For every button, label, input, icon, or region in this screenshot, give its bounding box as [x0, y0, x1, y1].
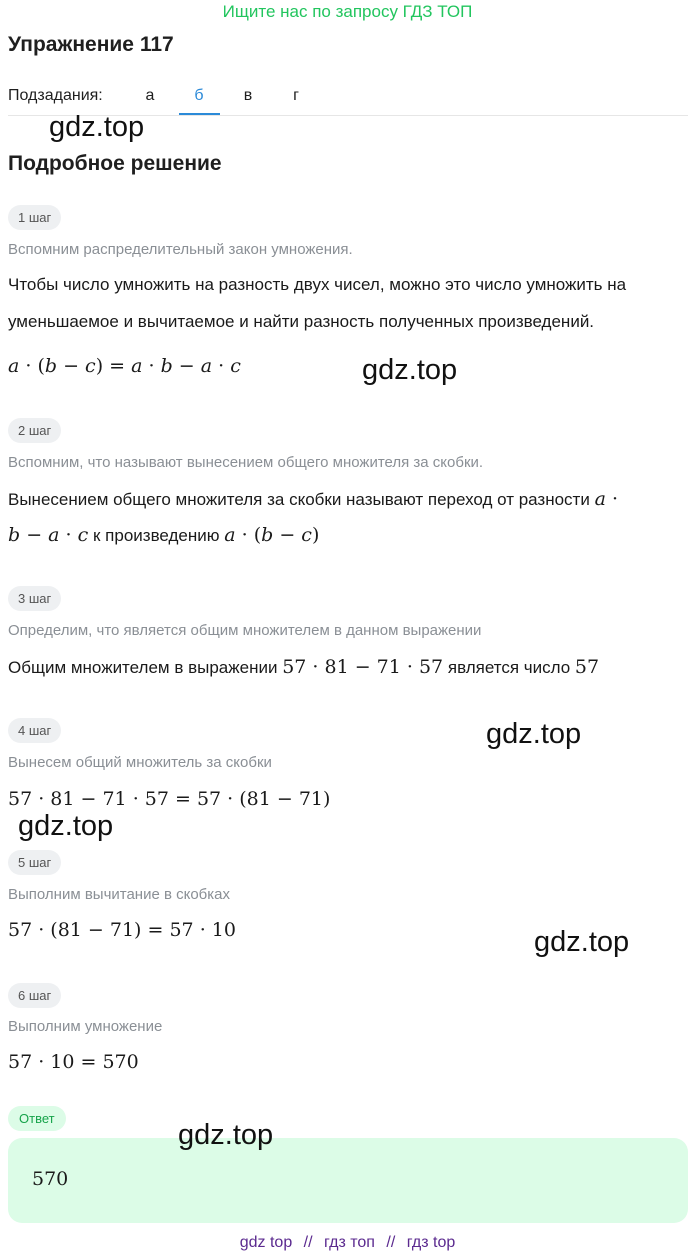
step-1-text-line2: уменьшаемое и вычитаемое и найти разность полученных произведений. — [8, 312, 595, 331]
step-2-badge: 2 шаг — [8, 418, 61, 443]
footer-separator: // — [386, 1234, 396, 1251]
step-2-hint: Вспомним, что называют вынесением общего множителя за скобки. — [8, 454, 484, 471]
watermark: gdz.top — [178, 1119, 274, 1151]
step-4-hint: Вынесем общий множитель за скобки — [8, 754, 272, 771]
step-2-text-part2: к произведению — [93, 526, 220, 545]
step-2-text-part1: Вынесением общего множителя за скобки называют переход от разности — [8, 490, 590, 509]
step-4-badge: 4 шаг — [8, 718, 61, 743]
watermark: gdz.top — [534, 926, 630, 958]
footer-link-gdz-top-mixed[interactable]: гдз top — [406, 1234, 456, 1251]
tab-a[interactable]: а — [145, 87, 155, 104]
footer-link-gdz-top[interactable]: gdz top — [239, 1234, 293, 1251]
tab-g[interactable]: г — [293, 87, 299, 104]
step-6-formula: 57 · 10 = 570 — [8, 1051, 139, 1073]
step-5-hint: Выполним вычитание в скобках — [8, 886, 231, 903]
step-2-text-line1 — [8, 482, 688, 517]
step-3-badge: 3 шаг — [8, 586, 61, 611]
footer-links — [0, 1234, 695, 1252]
tab-v[interactable]: в — [243, 87, 253, 104]
step-1-formula: a · (b − c) = a · b − a · c — [8, 355, 241, 377]
step-6-badge: 6 шаг — [8, 983, 61, 1008]
answer-box — [8, 1138, 688, 1223]
step-4-formula: 57 · 81 − 71 · 57 = 57 · (81 − 71) — [8, 788, 331, 810]
step-2-math-a: a · — [594, 488, 618, 510]
step-2-math-difference: b − a · c — [8, 524, 89, 546]
page-title: Упражнение 117 — [8, 33, 174, 56]
watermark: gdz.top — [486, 718, 582, 750]
step-3-text-part1: Общим множителем в выражении — [8, 658, 278, 677]
step-3-text — [8, 650, 599, 685]
tab-b[interactable]: б — [194, 87, 204, 104]
step-1-hint: Вспомним распределительный закон умножения. — [8, 241, 353, 258]
top-banner: Ищите нас по запросу ГДЗ ТОП — [222, 2, 473, 21]
step-6-hint: Выполним умножение — [8, 1018, 163, 1035]
footer-link-gdz-top-ru[interactable]: гдз топ — [324, 1234, 375, 1251]
step-3-text-part2: является число — [447, 658, 571, 677]
step-5-badge: 5 шаг — [8, 850, 61, 875]
section-title: Подробное решение — [8, 152, 222, 175]
step-2-math-product: a · (b − c) — [224, 524, 320, 546]
step-1-badge: 1 шаг — [8, 205, 61, 230]
step-3-math-expression: 57 · 81 − 71 · 57 — [282, 656, 444, 678]
answer-value: 570 — [32, 1168, 69, 1190]
footer-separator: // — [303, 1234, 313, 1251]
step-2-text-line2 — [8, 518, 319, 553]
step-3-factor: 57 — [574, 656, 600, 678]
subtasks-label: Подзадания: — [8, 87, 103, 104]
watermark: gdz.top — [362, 354, 458, 386]
watermark: gdz.top — [18, 810, 114, 842]
step-3-hint: Определим, что является общим множителем в данном выражении — [8, 622, 482, 639]
answer-badge: Ответ — [8, 1106, 66, 1131]
step-5-formula: 57 · (81 − 71) = 57 · 10 — [8, 919, 236, 941]
watermark: gdz.top — [49, 111, 145, 143]
step-1-text-line1: Чтобы число умножить на разность двух чисел, можно это число умножить на — [8, 275, 627, 294]
